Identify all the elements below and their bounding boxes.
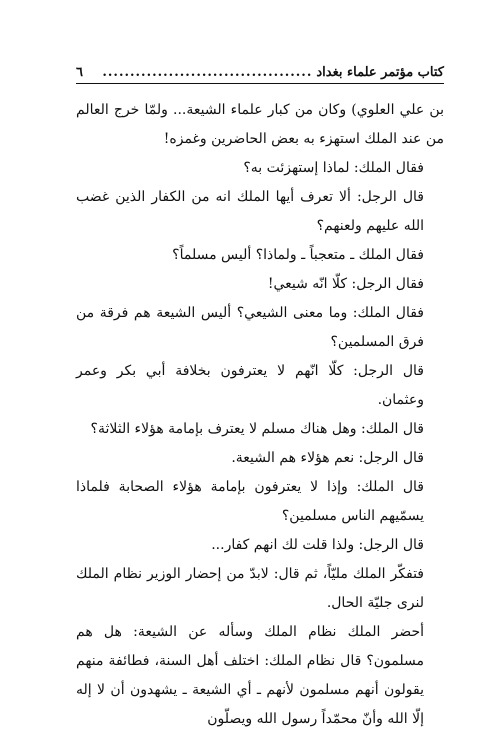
paragraph: قال الرجل: نعم هؤلاء هم الشيعة. bbox=[231, 450, 424, 466]
paragraph: فقال الملك ـ متعجباً ـ ولماذا؟ أليس مسلماً؟ bbox=[172, 247, 424, 263]
page-number: ٦ bbox=[76, 65, 83, 80]
running-header bbox=[76, 58, 444, 84]
paragraph: قال الرجل: ألا تعرف أيها الملك انه من الكفار الذين غضب الله عليهم ولعنهم؟ bbox=[76, 189, 424, 234]
book-title: كتاب مؤتمر علماء بغداد bbox=[316, 65, 444, 80]
header-leader-dots: ...................................... bbox=[102, 65, 313, 80]
paragraph: قال الرجل: ولذا قلت لك انهم كفار... bbox=[211, 537, 424, 553]
paragraph: بن علي العلوي) وكان من كبار علماء الشيعة... ولمّا خرج العالم من عند الملك استهزء به بعض الحاضرين وغمزه! bbox=[76, 102, 444, 147]
paragraph: فقال الملك: وما معنى الشيعي؟ أليس الشيعة هم فرقة من فرق المسلمين؟ bbox=[76, 305, 424, 350]
paragraph: قال الملك: وهل هناك مسلم لا يعترف بإمامة هؤلاء الثلاثة؟ bbox=[90, 421, 424, 437]
paragraph: فقال الرجل: كلّا انّه شيعي! bbox=[267, 276, 424, 292]
paragraph: أحضر الملك نظام الملك وسأله عن الشيعة: هل هم مسلمون؟ قال نظام الملك: اختلف أهل السنة، فطائفة منهم يقولون أنهم مسلمون لأنهم ـ أي الشيعة ـ يشهدون أن لا إله إلّا الله وأنّ محمّداً رسول الله ويصلّون bbox=[76, 624, 424, 727]
paragraph: قال الرجل: كلّا انّهم لا يعترفون بخلافة أبي بكر وعمر وعثمان. bbox=[76, 363, 424, 408]
paragraph: فقال الملك: لماذا إستهزئت به؟ bbox=[243, 160, 424, 176]
body-text bbox=[76, 96, 444, 734]
paragraph: فتفكّر الملك مليّاً، ثم قال: لابدّ من إحضار الوزير نظام الملك لنرى جليّة الحال. bbox=[76, 566, 424, 611]
paragraph: قال الملك: وإذا لا يعترفون بإمامة هؤلاء الصحابة فلماذا يسمّيهم الناس مسلمين؟ bbox=[76, 479, 424, 524]
